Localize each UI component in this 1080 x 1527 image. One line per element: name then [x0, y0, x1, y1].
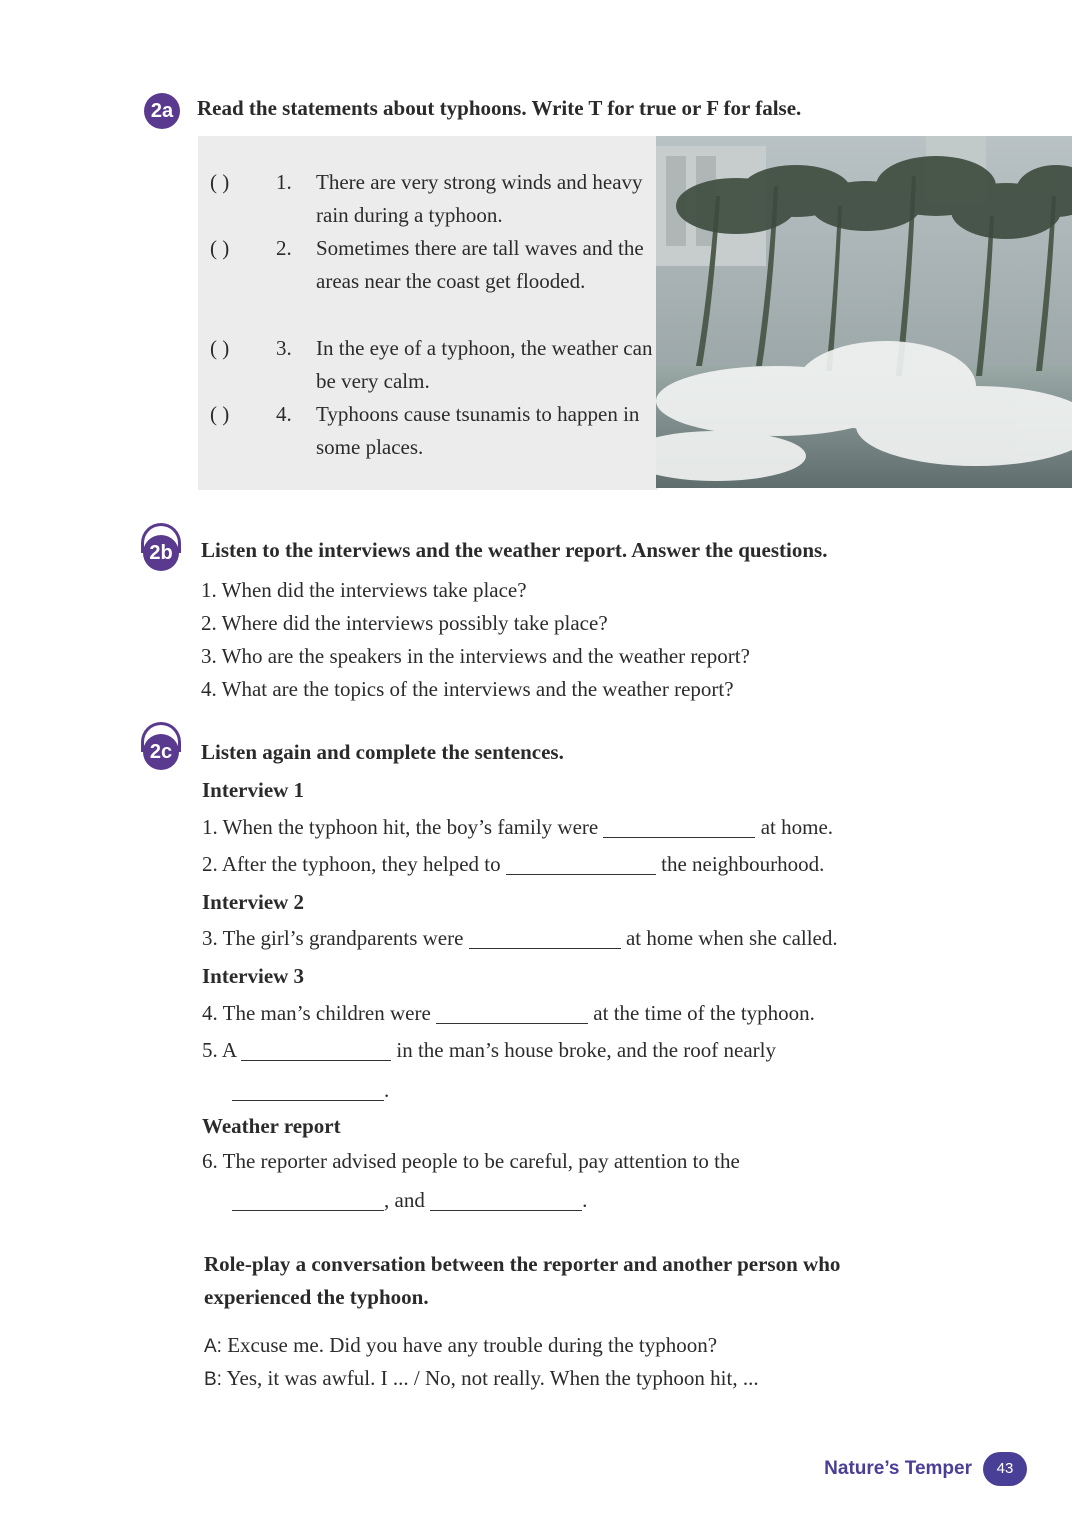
answer-bracket-4[interactable]: ( ) [210, 402, 230, 426]
statement-number: 2. [276, 236, 292, 260]
question-1: 1. When did the interviews take place? [201, 578, 527, 602]
blank-4[interactable] [436, 1001, 588, 1024]
sentence-3 [202, 922, 838, 955]
answer-bracket-3[interactable]: ( ) [210, 336, 230, 360]
badge-2a: 2a [144, 93, 180, 129]
sentence-text: 5. A [202, 1038, 236, 1062]
dialogue-line-b [204, 1362, 759, 1396]
blank-6b[interactable] [430, 1188, 582, 1211]
sentence-text: at home. [760, 815, 834, 839]
instruction-2a: Read the statements about typhoons. Write T for true or F for false. [197, 96, 802, 120]
question-2: 2. Where did the interviews possibly take place? [201, 611, 608, 635]
badge-2c: 2c [143, 734, 179, 770]
sentence-2 [202, 848, 824, 881]
true-false-panel [198, 136, 658, 490]
question-3: 3. Who are the speakers in the interviews and the weather report? [201, 644, 750, 668]
sentence-6-continued [232, 1184, 587, 1217]
instruction-2c: Listen again and complete the sentences. [201, 740, 564, 764]
typhoon-photo-icon [656, 136, 1072, 488]
sentence-text: . [384, 1078, 390, 1102]
instruction-2d-line2: experienced the typhoon. [204, 1285, 429, 1309]
statement-text: Typhoons cause tsunamis to happen in some places. [316, 402, 640, 459]
sentence-6: 6. The reporter advised people to be careful, pay attention to the [202, 1149, 740, 1173]
speaker-a: A: [204, 1336, 222, 1357]
sentence-text: in the man’s house broke, and the roof nearly [396, 1038, 776, 1062]
sentence-text: at the time of the typhoon. [593, 1001, 815, 1025]
statement-text: There are very strong winds and heavy rain during a typhoon. [316, 170, 643, 227]
blank-5a[interactable] [241, 1038, 391, 1061]
interview-2-heading: Interview 2 [202, 890, 305, 914]
sentence-text: 3. The girl’s grandparents were [202, 926, 464, 950]
blank-5b[interactable] [232, 1078, 384, 1101]
page-number: 43 [983, 1452, 1027, 1486]
answer-bracket-1[interactable]: ( ) [210, 170, 230, 194]
dialogue-line-a [204, 1329, 717, 1363]
sentence-text: 4. The man’s children were [202, 1001, 431, 1025]
unit-title: Nature’s Temper [824, 1458, 972, 1479]
sentence-text: 1. When the typhoon hit, the boy’s family were [202, 815, 599, 839]
weather-report-heading: Weather report [202, 1114, 341, 1138]
instruction-2b: Listen to the interviews and the weather report. Answer the questions. [201, 538, 828, 562]
interview-1-heading: Interview 1 [202, 778, 305, 802]
sentence-1 [202, 811, 833, 844]
sentence-text: . [582, 1188, 588, 1212]
badge-2b: 2b [143, 535, 179, 571]
statement-number: 1. [276, 170, 292, 194]
sentence-text: 2. After the typhoon, they helped to [202, 852, 501, 876]
blank-2[interactable] [506, 852, 656, 875]
interview-3-heading: Interview 3 [202, 964, 305, 988]
blank-6a[interactable] [232, 1188, 384, 1211]
blank-1[interactable] [603, 815, 755, 838]
sentence-4 [202, 997, 815, 1030]
sentence-5-continued [232, 1074, 389, 1107]
sentence-text: , and [384, 1188, 425, 1212]
sentence-5 [202, 1034, 776, 1067]
answer-bracket-2[interactable]: ( ) [210, 236, 230, 260]
blank-3[interactable] [469, 926, 621, 949]
statement-text: In the eye of a typhoon, the weather can be very calm. [316, 336, 653, 393]
question-4: 4. What are the topics of the interviews and the weather report? [201, 677, 734, 701]
statement-number: 4. [276, 402, 292, 426]
dialogue-text: Yes, it was awful. I ... / No, not really. When the typhoon hit, ... [226, 1366, 759, 1390]
sentence-text: at home when she called. [625, 926, 838, 950]
instruction-2d-line1: Role-play a conversation between the reporter and another person who [204, 1252, 841, 1276]
sentence-text: the neighbourhood. [661, 852, 825, 876]
statement-text: Sometimes there are tall waves and the areas near the coast get flooded. [316, 236, 644, 293]
speaker-b: B: [204, 1369, 222, 1390]
dialogue-text: Excuse me. Did you have any trouble during the typhoon? [227, 1333, 718, 1357]
statement-number: 3. [276, 336, 292, 360]
